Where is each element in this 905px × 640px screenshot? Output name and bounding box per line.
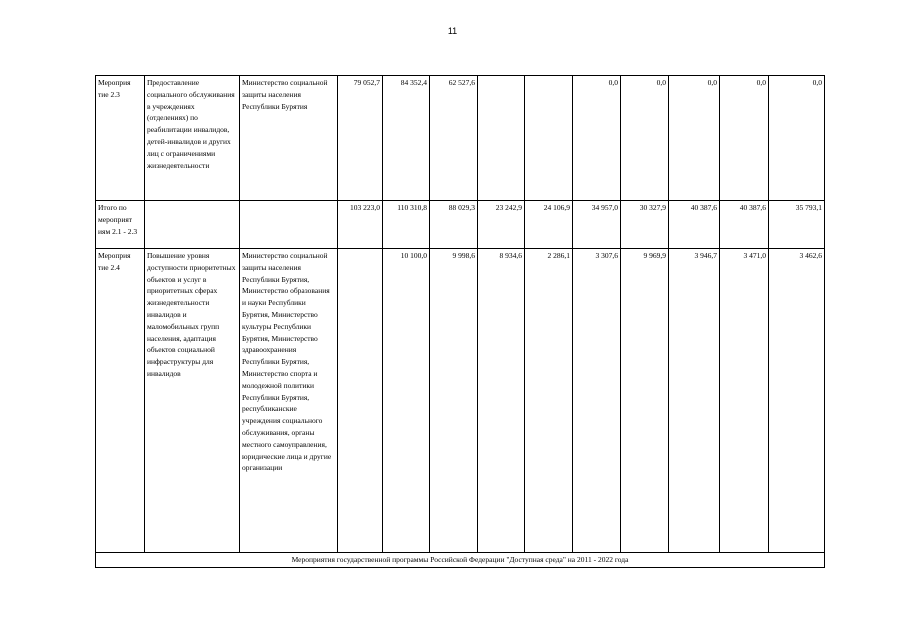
value-cell: 0,0 bbox=[669, 76, 720, 201]
row-executor: Министерство социальной защиты населения Республики Бурятия bbox=[240, 76, 338, 201]
table-row bbox=[96, 249, 825, 553]
value-cell: 3 307,6 bbox=[573, 249, 621, 553]
value-cell: 40 387,6 bbox=[669, 201, 720, 249]
value-cell bbox=[478, 76, 525, 201]
value-cell: 35 793,1 bbox=[769, 201, 825, 249]
value-cell: 23 242,9 bbox=[478, 201, 525, 249]
value-cell: 84 352,4 bbox=[383, 76, 430, 201]
value-cell: 24 106,9 bbox=[525, 201, 573, 249]
value-cell: 3 462,6 bbox=[769, 249, 825, 553]
value-cell: 2 286,1 bbox=[525, 249, 573, 553]
value-cell: 62 527,6 bbox=[430, 76, 478, 201]
value-cell: 88 029,3 bbox=[430, 201, 478, 249]
budget-table bbox=[95, 75, 825, 568]
value-cell: 3 946,7 bbox=[669, 249, 720, 553]
row-executor bbox=[240, 201, 338, 249]
value-cell: 10 100,0 bbox=[383, 249, 430, 553]
value-cell: 9 998,6 bbox=[430, 249, 478, 553]
value-cell: 3 471,0 bbox=[720, 249, 769, 553]
row-executor: Министерство социальной защиты населения Республики Бурятия, Министерство образования и науки Республики Бурятия, Министерство культуры Республики Бурятия, Министерство здравоохранения Республики Бурятия, Министерство спорта и молодежной политики Республики Бурятия, республиканские учреждения социального обслуживания, органы местного самоуправления, юридические лица и другие организации bbox=[240, 249, 338, 553]
row-name bbox=[145, 201, 240, 249]
table-row bbox=[96, 201, 825, 249]
row-code: Мероприя тие 2.3 bbox=[96, 76, 145, 201]
value-cell: 0,0 bbox=[621, 76, 669, 201]
footer-row bbox=[96, 553, 825, 568]
value-cell: 0,0 bbox=[573, 76, 621, 201]
value-cell: 9 969,9 bbox=[621, 249, 669, 553]
value-cell bbox=[338, 249, 383, 553]
row-name: Повышение уровня доступности приоритетных объектов и услуг в приоритетных сферах жизнедеятельности инвалидов и маломобильных групп населения, адаптация объектов социальной инфраструктуры для инвалидов bbox=[145, 249, 240, 553]
table-row bbox=[96, 76, 825, 201]
value-cell: 0,0 bbox=[769, 76, 825, 201]
value-cell: 110 310,8 bbox=[383, 201, 430, 249]
value-cell: 40 387,6 bbox=[720, 201, 769, 249]
value-cell: 103 223,0 bbox=[338, 201, 383, 249]
row-code: Итого по мероприят иям 2.1 - 2.3 bbox=[96, 201, 145, 249]
row-code: Мероприя тие 2.4 bbox=[96, 249, 145, 553]
row-name: Предоставление социального обслуживания в учреждениях (отделениях) по реабилитации инвалидов, детей-инвалидов и других лиц с ограничениями жизнедеятельности bbox=[145, 76, 240, 201]
value-cell: 79 052,7 bbox=[338, 76, 383, 201]
page-number: 11 bbox=[447, 26, 458, 36]
value-cell bbox=[525, 76, 573, 201]
value-cell: 0,0 bbox=[720, 76, 769, 201]
footer-caption: Мероприятия государственной программы Российской Федерации "Доступная среда" на 2011 - 2022 года bbox=[96, 553, 825, 568]
value-cell: 8 934,6 bbox=[478, 249, 525, 553]
value-cell: 34 957,0 bbox=[573, 201, 621, 249]
value-cell: 30 327,9 bbox=[621, 201, 669, 249]
